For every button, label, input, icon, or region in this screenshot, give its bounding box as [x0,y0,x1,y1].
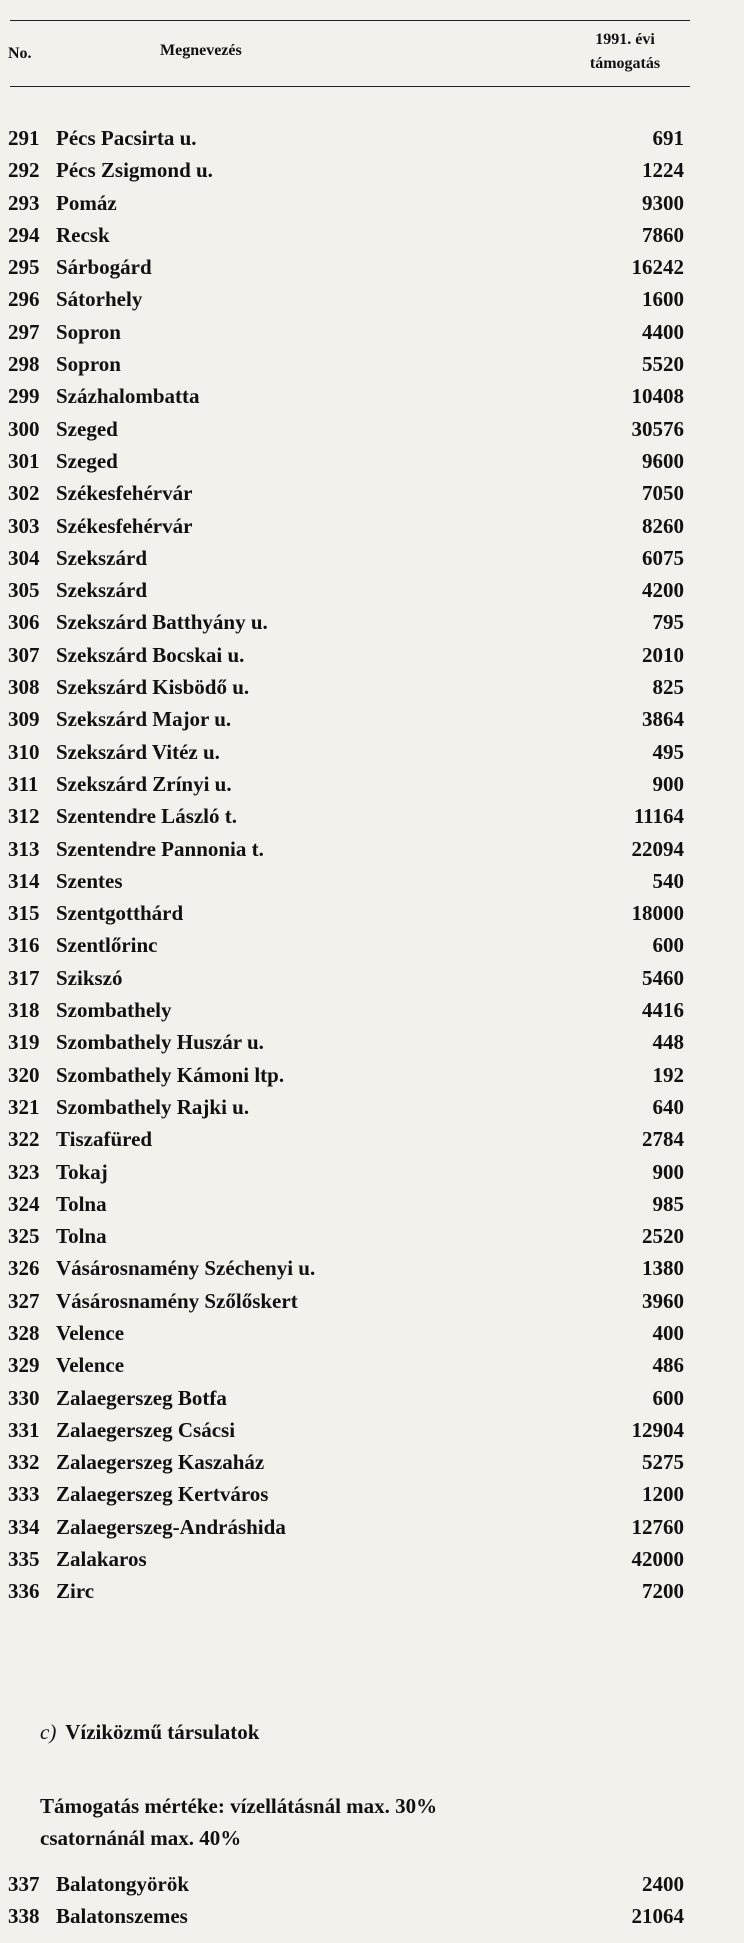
table-row [0,1448,744,1480]
table-row [0,770,744,802]
row-number: 310 [8,739,40,764]
row-name: Tolna [56,1224,107,1249]
row-name: Recsk [56,222,110,247]
row-name: Szentlőrinc [56,933,158,958]
row-amount: 691 [652,126,684,150]
row-name: Balatonszemes [56,1904,188,1929]
row-number: 332 [8,1450,40,1475]
table-row [0,1125,744,1157]
row-number: 298 [8,352,40,377]
row-amount: 900 [652,771,684,796]
row-name: Sárbogárd [56,255,152,280]
table-row [0,738,744,770]
table-row [0,253,744,285]
section-title-text: Víziközmű társulatok [65,1720,260,1744]
row-amount: 42000 [631,1547,684,1572]
row-number: 326 [8,1256,40,1281]
header-rule-bottom [10,86,690,87]
header-amount [570,28,680,76]
section-note-line1: Támogatás mértéke: vízellátásnál max. 30% [40,1794,438,1818]
row-name: Szekszárd Bocskai u. [56,642,245,667]
table-row [0,1158,744,1190]
row-name: Szekszárd Batthyány u. [56,610,268,635]
table-row [0,189,744,221]
table-row [0,1351,744,1383]
row-number: 309 [8,707,40,732]
table-row [0,479,744,511]
row-name: Székesfehérvár [56,481,193,506]
table-row [0,1319,744,1351]
table-row [0,802,744,834]
row-name: Szeged [56,448,118,473]
table-row [0,1190,744,1222]
row-number: 322 [8,1127,40,1152]
row-name: Szentendre László t. [56,804,238,829]
table-row [0,964,744,996]
row-number: 311 [8,771,39,796]
row-number: 293 [8,190,40,215]
row-number: 304 [8,545,40,570]
table-row [0,899,744,931]
row-amount: 2784 [642,1127,684,1152]
table-row [0,1061,744,1093]
row-name: Zalaegerszeg Kertváros [56,1482,269,1507]
row-number: 333 [8,1482,40,1507]
row-number: 314 [8,868,40,893]
row-number: 331 [8,1417,40,1442]
table-body [0,124,744,1610]
row-amount: 30576 [631,416,684,441]
row-number: 329 [8,1353,40,1378]
row-name: Sopron [56,352,121,377]
row-number: 297 [8,319,40,344]
table-row [0,221,744,253]
row-name: Zirc [56,1579,95,1604]
row-amount: 2010 [642,642,684,667]
row-number: 327 [8,1288,40,1313]
table-row [0,1480,744,1512]
row-name: Tokaj [56,1159,108,1184]
table-row [0,350,744,382]
row-amount: 2400 [642,1872,684,1896]
row-name: Szombathely Huszár u. [56,1030,264,1055]
row-number: 296 [8,287,40,312]
table-row [0,1287,744,1319]
row-number: 338 [8,1904,40,1929]
table-row [0,1254,744,1286]
row-name: Zalaegerszeg Csácsi [56,1417,236,1442]
row-name: Sopron [56,319,121,344]
row-amount: 21064 [631,1904,684,1929]
table-row [0,544,744,576]
table-row [0,1902,744,1934]
row-number: 334 [8,1514,40,1539]
row-number: 300 [8,416,40,441]
row-number: 313 [8,836,40,861]
row-amount: 825 [652,675,684,700]
table-row [0,285,744,317]
row-name: Szekszárd [56,578,147,603]
section-title [40,1720,259,1745]
row-number: 303 [8,513,40,538]
row-number: 325 [8,1224,40,1249]
row-name: Székesfehérvár [56,513,193,538]
row-amount: 5460 [642,965,684,990]
row-name: Velence [56,1320,125,1345]
row-amount: 1600 [642,287,684,312]
table-row [0,1093,744,1125]
row-amount: 795 [652,610,684,635]
row-number: 306 [8,610,40,635]
row-amount: 10408 [631,384,684,409]
row-number: 321 [8,1094,40,1119]
row-number: 301 [8,448,40,473]
row-number: 302 [8,481,40,506]
row-name: Szombathely [56,998,172,1023]
row-amount: 985 [652,1191,684,1216]
row-name: Szekszárd Major u. [56,707,232,732]
row-name: Velence [56,1353,125,1378]
row-number: 312 [8,804,40,829]
row-number: 330 [8,1385,40,1410]
row-name: Szombathely Rajki u. [56,1094,250,1119]
row-amount: 495 [652,739,684,764]
row-amount: 12904 [631,1417,684,1442]
row-amount: 640 [652,1094,684,1119]
header-amount-line1: 1991. évi [595,31,655,48]
row-number: 292 [8,158,40,183]
row-name: Zalaegerszeg Kaszaház [56,1450,265,1475]
table-row [0,1384,744,1416]
row-name: Pécs Pacsirta u. [56,126,197,150]
row-number: 315 [8,901,40,926]
row-number: 295 [8,255,40,280]
row-amount: 18000 [631,901,684,926]
table-row [0,996,744,1028]
row-name: Tiszafüred [56,1127,153,1152]
row-amount: 2520 [642,1224,684,1249]
row-amount: 9300 [642,190,684,215]
row-amount: 600 [652,1385,684,1410]
row-number: 308 [8,675,40,700]
row-amount: 12760 [631,1514,684,1539]
table-row [0,447,744,479]
row-amount: 192 [652,1062,684,1087]
table-row [0,1513,744,1545]
row-name: Zalakaros [56,1547,147,1572]
row-number: 335 [8,1547,40,1572]
row-name: Balatongyörök [56,1872,190,1896]
row-amount: 16242 [631,255,684,280]
row-name: Vásárosnamény Szőlőskert [56,1288,298,1313]
header-amount-line2: támogatás [589,55,661,72]
row-amount: 600 [652,933,684,958]
row-number: 336 [8,1579,40,1604]
row-amount: 4416 [642,998,684,1023]
table-row [0,1870,744,1902]
section-note-line2: csatornánál max. 40% [40,1826,242,1850]
table-row [0,382,744,414]
row-amount: 448 [652,1030,684,1055]
row-number: 318 [8,998,40,1023]
row-amount: 4200 [642,578,684,603]
table-row [0,1577,744,1609]
row-number: 337 [8,1872,40,1896]
row-number: 291 [8,126,40,150]
row-name: Szombathely Kámoni ltp. [56,1062,285,1087]
table-row [0,1545,744,1577]
row-name: Szekszárd Zrínyi u. [56,771,232,796]
row-amount: 5520 [642,352,684,377]
table-row [0,608,744,640]
section-note [40,1790,437,1854]
table-row [0,931,744,963]
row-amount: 9600 [642,448,684,473]
row-name: Szekszárd Vitéz u. [56,739,220,764]
table-row [0,835,744,867]
row-amount: 3864 [642,707,684,732]
row-name: Pomáz [56,190,117,215]
row-number: 305 [8,578,40,603]
row-name: Sátorhely [56,287,143,312]
row-amount: 400 [652,1320,684,1345]
row-name: Szentgotthárd [56,901,184,926]
table-row [0,705,744,737]
table-row [0,576,744,608]
row-amount: 1380 [642,1256,684,1281]
header-rule-top [10,20,690,21]
section-letter: c) [40,1720,57,1744]
row-number: 323 [8,1159,40,1184]
row-amount: 1200 [642,1482,684,1507]
row-name: Szeged [56,416,118,441]
row-number: 324 [8,1191,40,1216]
table-row [0,1416,744,1448]
row-amount: 4400 [642,319,684,344]
table-row [0,415,744,447]
row-name: Zalaegerszeg Botfa [56,1385,227,1410]
row-amount: 540 [652,868,684,893]
row-amount: 5275 [642,1450,684,1475]
table-row [0,512,744,544]
row-amount: 7200 [642,1579,684,1604]
row-amount: 3960 [642,1288,684,1313]
row-number: 294 [8,222,40,247]
row-number: 307 [8,642,40,667]
table-row [0,673,744,705]
row-amount: 7050 [642,481,684,506]
row-name: Vásárosnamény Széchenyi u. [56,1256,316,1281]
table-row [0,1222,744,1254]
row-number: 299 [8,384,40,409]
table-row [0,867,744,899]
row-number: 320 [8,1062,40,1087]
row-amount: 486 [652,1353,684,1378]
row-name: Szekszárd Kisbödő u. [56,675,250,700]
row-amount: 8260 [642,513,684,538]
row-amount: 1224 [642,158,684,183]
row-amount: 22094 [631,836,684,861]
row-amount: 7860 [642,222,684,247]
table-body-2 [0,1870,744,1935]
row-name: Pécs Zsigmond u. [56,158,213,183]
table-row [0,156,744,188]
row-name: Szentes [56,868,123,893]
row-name: Szikszó [56,965,123,990]
row-number: 328 [8,1320,40,1345]
row-name: Tolna [56,1191,107,1216]
table-row [0,124,744,156]
row-number: 319 [8,1030,40,1055]
row-amount: 900 [652,1159,684,1184]
row-name: Szekszárd [56,545,147,570]
row-number: 316 [8,933,40,958]
table-row [0,641,744,673]
header-name: Megnevezés [160,42,242,59]
table-row [0,318,744,350]
row-name: Szentendre Pannonia t. [56,836,264,861]
row-amount: 11164 [633,804,684,829]
row-amount: 6075 [642,545,684,570]
table-row [0,1028,744,1060]
header-no: No. [8,45,32,62]
row-name: Zalaegerszeg-Andráshida [56,1514,286,1539]
row-number: 317 [8,965,40,990]
row-name: Százhalombatta [56,384,200,409]
